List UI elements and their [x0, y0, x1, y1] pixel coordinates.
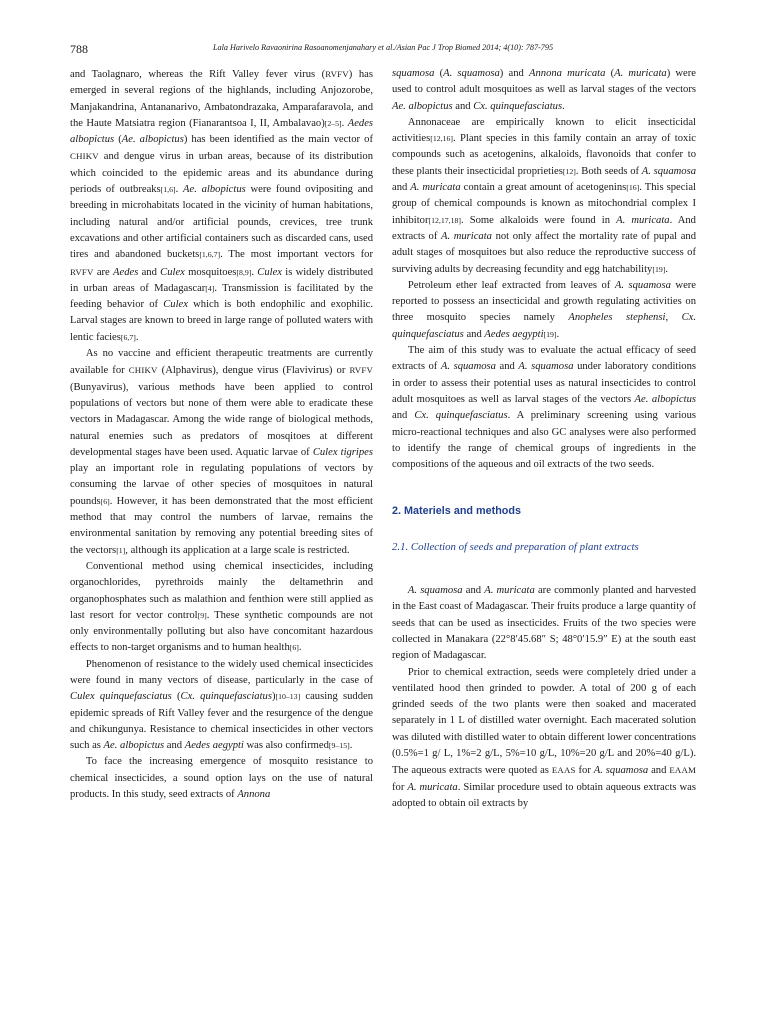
paragraph: Petroleum ether leaf extracted from leaves of A. squamosa were reported to possess an insecticidal and growth regulating activities on three mosquito species namely Anopheles stephensi, Cx. quinquefasciatus and Aedes aegypti[19].	[392, 279, 697, 340]
right-column	[392, 66, 696, 812]
left-column	[70, 66, 373, 803]
page-header	[70, 42, 696, 58]
page-number: 788	[70, 42, 88, 56]
paragraph: squamosa (A. squamosa) and Annona muricata (A. muricata) were used to control adult mosquitoes as well as larval stages of the vectors Ae. albopictus and Cx. quinquefasciatus.	[392, 68, 696, 112]
paragraph: Annonaceae are empirically known to elicit insecticidal activities[12,16]. Plant species in this family contain an array of toxic compounds such as acetogenins, alkaloids, flavonoids that confer to these plants their insecticidal proprieties[12]. Both seeds of A. squamosa and A. muricata contain a great amount of acetogenins[16]. This special group of chemical compounds is known as mitochondrial complex I inhibitor[12,17,18]. Some alkaloids were found in A. muricata. And extracts of A. muricata not only affect the mortality rate of pupal and adult stages of mosquitoes but also reduce the reproductive success of surviving adults by decreasing fecundity and egg hatchability[19].	[392, 116, 697, 275]
paragraph: and Taolagnaro, whereas the Rift Valley fever virus (RVFV) has emerged in several regions of the highlands, including Anjozorobe, Manjakandrina, Antananarivo, Ambatondrazaka, Amparafaravola, and the Haute Matsiatra region (Fianarantsoa I, II, Ambalavao)[2–5]. Aedes albopictus (Ae. albopictus) has been identified as the main vector of CHIKV and dengue virus in urban areas, because of its distribution which coincided to the epidemic areas and its abundance during periods of outbreaks[1,6]. Ae. albopictus were found ovipositing and breeding in microhabitats located in the vicinity of human habitations, including natural and/or artificial pounds, crevices, tree trunk excavations and other artificial containers such as discarded cans, used tires and abandoned buckets[1,6,7]. The most important vectors for RVFV are Aedes and Culex mosquitoes[8,9]. Culex is widely distributed in urban areas of Madagascar[4]. Transmission is facilitated by the feeding behavior of Culex which is both endophilic and exophilic. Larval stages are known to breed in large range of polluted waters with lentic facies[6,7].	[70, 69, 374, 343]
paragraph: Conventional method using chemical insecticides, including organochlorides, pyrethroids mainly the deltamethrin and organophosphates such as malathion and fenthion were still applied as last resort for vector control[9]. These synthetic compounds are not only environmentally polluting but also have concomitant hazardous effects to non-target organisms and to human health[6].	[70, 560, 373, 654]
paragraph: As no vaccine and efficient therapeutic treatments are currently available for CHIKV (Alphavirus), dengue virus (Flavivirus) or RVFV (Bunyavirus), various methods have been applied to control populations of vectors but none of them were able to eradicate these vectors in Madagascar. Among the wide range of biological methods, natural enemies such as predators of mosqitoes at different developmental stages have been used. Aquatic larvae of Culex tigripes play an important role in regulating populations of vectors by consuming the larvae of other species of mosquitoes in natural pounds[6]. However, it has been demonstrated that the most efficient method that may control the numbers of larvae, remains the environmental sanitation by removing any potential breeding sites of the vectors[1], although its application at a large scale is restricted.	[70, 348, 373, 556]
paragraph: To face the increasing emergence of mosquito resistance to chemical insecticides, a sound option lays on the use of natural products. In this study, seed extracts of Annona	[70, 756, 373, 801]
section-heading: 2. Materiels and methods	[392, 505, 521, 518]
running-title: Lala Harivelo Ravaonirina Rasoanomenjanahary et al./Asian Pac J Trop Biomed 2014; 4(10): 787-795	[212, 43, 554, 52]
paragraph: A. squamosa and A. muricata are commonly planted and harvested in the East coast of Madagascar. Their fruits produce a large quantity of seeds that can be used as insecticides. Fruits of the two species were collected in Manakara (22°8′45.68″ S; 48°0′15.9″ E) at the south east region of Madagascar.	[392, 585, 696, 662]
paragraph: Prior to chemical extraction, seeds were completely dried under a ventilated hood then grinded to powder. A total of 200 g of each grinded seeds of the two plants were then soaked and macerated separately in 1 L of distilled water overnight. Each macerated solution was diluted with distilled water to obtain different lower concentrations (0.5%=1 g/ L, 1%=2 g/L, 5%=10 g/L, 10%=20 g/L and 20%=40 g/L). The aqueous extracts were quoted as EAAS for A. squamosa and EAAM for A. muricata. Similar procedure used to obtain aqueous extracts was adopted to obtain oil extracts by	[392, 666, 697, 809]
paragraph: Phenomenon of resistance to the widely used chemical insecticides were found in many vectors of disease, particularly in the case of Culex quinquefasciatus (Cx. quinquefasciatus)[10–13] causing sudden epidemic spreads of Rift Valley fever and the resurgence of the dengue and chikungunya. Resistance to chemical insecticides in other vectors such as Ae. albopictus and Aedes aegypti was also confirmed[9–15].	[70, 658, 373, 752]
paragraph: The aim of this study was to evaluate the actual efficacy of seed extracts of A. squamosa and A. squamosa under laboratory conditions in order to assess their potential uses as natural insecticides to control adult mosquitoes as well as larval stages of the vectors Ae. albopictus and Cx. quinquefasciatus. A preliminary screening using various micro-reactional techniques and also GC analyses were also performed to identify the range of chemical groups of ingredients in the compositions of the aqueous and oil extracts of the two seeds.	[392, 345, 696, 471]
subsection-heading: 2.1. Collection of seeds and preparation of plant extracts	[392, 540, 639, 553]
